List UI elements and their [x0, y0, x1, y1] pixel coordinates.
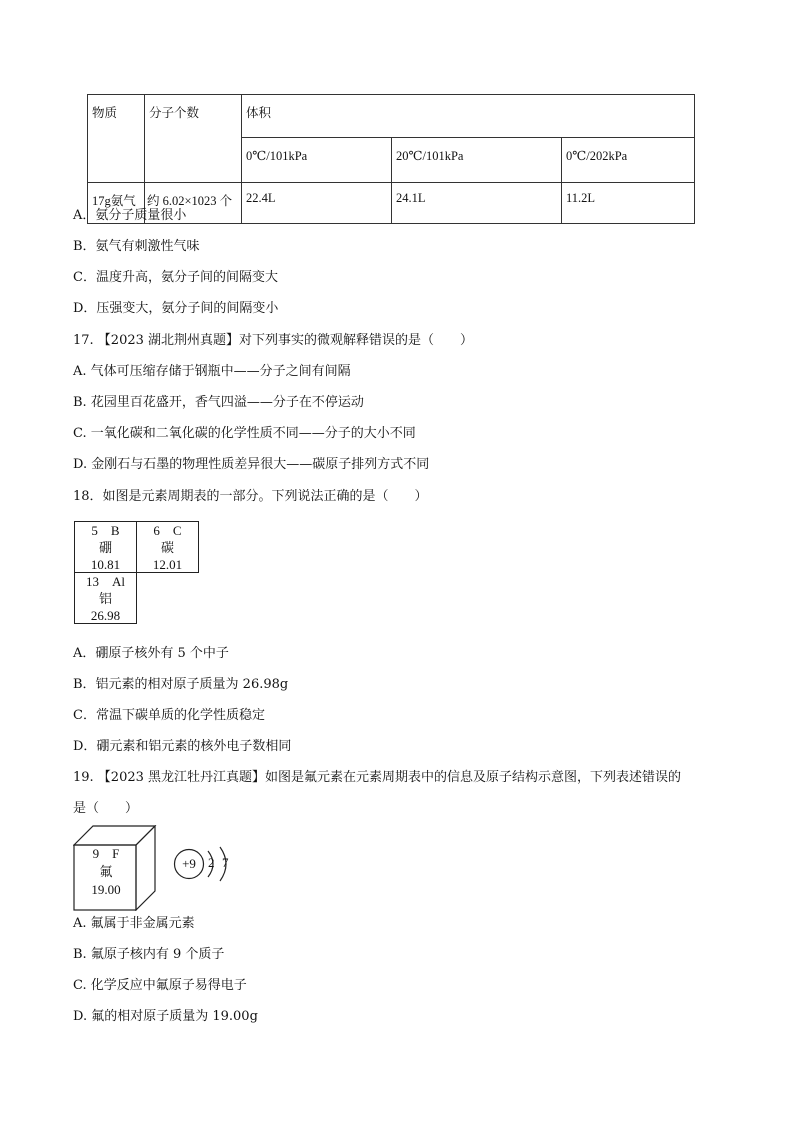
q19-option-d: D. 氟的相对原子质量为 19.00g: [73, 1009, 258, 1024]
header-count: 分子个数: [145, 95, 242, 183]
element-mass: 19.00: [91, 882, 121, 897]
q19-option-b: B. 氟原子核内有 9 个质子: [73, 947, 225, 962]
element-mass: 12.01: [152, 557, 183, 572]
q19-option-a: A. 氟属于非金属元素: [73, 916, 195, 931]
nucleus-charge: +9: [182, 856, 196, 871]
q16-option-b: B．氨气有刺激性气味: [73, 239, 200, 254]
row-substance: 17g氨气: [88, 183, 145, 224]
q18-option-b: B．铝元素的相对原子质量为 26.98g: [73, 677, 289, 692]
element-cell-boron: [74, 521, 137, 573]
q19-option-c: C. 化学反应中氟原子易得电子: [73, 978, 247, 993]
element-number-symbol: 9 F: [92, 846, 120, 861]
volume-cell: 22.4L: [242, 183, 392, 224]
element-name: 碳: [160, 540, 174, 555]
q16-option-d: D．压强变大，氨分子间的间隔变小: [73, 301, 279, 316]
shell-2-electrons: 7: [222, 855, 229, 870]
condition-cell: 0℃/202kPa: [562, 138, 695, 183]
element-name: 硼: [98, 540, 112, 555]
element-cell-carbon: [136, 521, 199, 573]
q16-option-c: C．温度升高，氨分子间的间隔变大: [73, 270, 278, 285]
q17-option-c: C. 一氧化碳和二氧化碳的化学性质不同——分子的大小不同: [73, 426, 416, 441]
element-mass: 26.98: [90, 608, 121, 623]
condition-cell: 20℃/101kPa: [392, 138, 562, 183]
q18-option-a: A．硼原子核外有 5 个中子: [73, 646, 229, 661]
row-count: 约 6.02×1023 个: [145, 183, 242, 224]
q19-stem-line1: 19. 【2023 黑龙江牡丹江真题】如图是氟元素在元素周期表中的信息及原子结构示意图，下列表述错误的: [73, 770, 682, 785]
q18-option-c: C．常温下碳单质的化学性质稳定: [73, 708, 265, 723]
q17-option-b: B. 花园里百花盛开，香气四溢——分子在不停运动: [73, 395, 364, 410]
data-table: [87, 94, 695, 224]
q17-option-d: D. 金刚石与石墨的物理性质差异很大——碳原子排列方式不同: [73, 457, 430, 472]
q16-option-a: A．氨分子质量很小: [73, 208, 187, 223]
element-name: 铝: [98, 591, 112, 606]
element-number-symbol: 13 Al: [85, 574, 125, 589]
element-number-symbol: 6 C: [153, 523, 182, 538]
shell-1-electrons: 2: [208, 855, 215, 870]
element-mass: 10.81: [90, 557, 121, 572]
volume-cell: 11.2L: [562, 183, 695, 224]
q17-option-a: A. 气体可压缩存储于钢瓶中——分子之间有间隔: [73, 364, 351, 379]
element-number-symbol: 5 B: [91, 523, 120, 538]
header-volume: 体积: [242, 95, 695, 138]
q17-stem: 17. 【2023 湖北荆州真题】对下列事实的微观解释错误的是（ ）: [73, 333, 474, 348]
element-name: 氟: [99, 864, 113, 879]
condition-cell: 0℃/101kPa: [242, 138, 392, 183]
header-substance: 物质: [88, 95, 145, 183]
element-cell-fluorine: [74, 845, 138, 907]
q19-stem-line2: 是（ ）: [73, 801, 139, 816]
q18-stem: 18．如图是元素周期表的一部分。下列说法正确的是（ ）: [73, 489, 428, 504]
q18-option-d: D．硼元素和铝元素的核外电子数相同: [73, 739, 292, 754]
atomic-structure-diagram: [172, 845, 242, 893]
volume-cell: 24.1L: [392, 183, 562, 224]
element-cell-aluminum: [74, 572, 137, 624]
